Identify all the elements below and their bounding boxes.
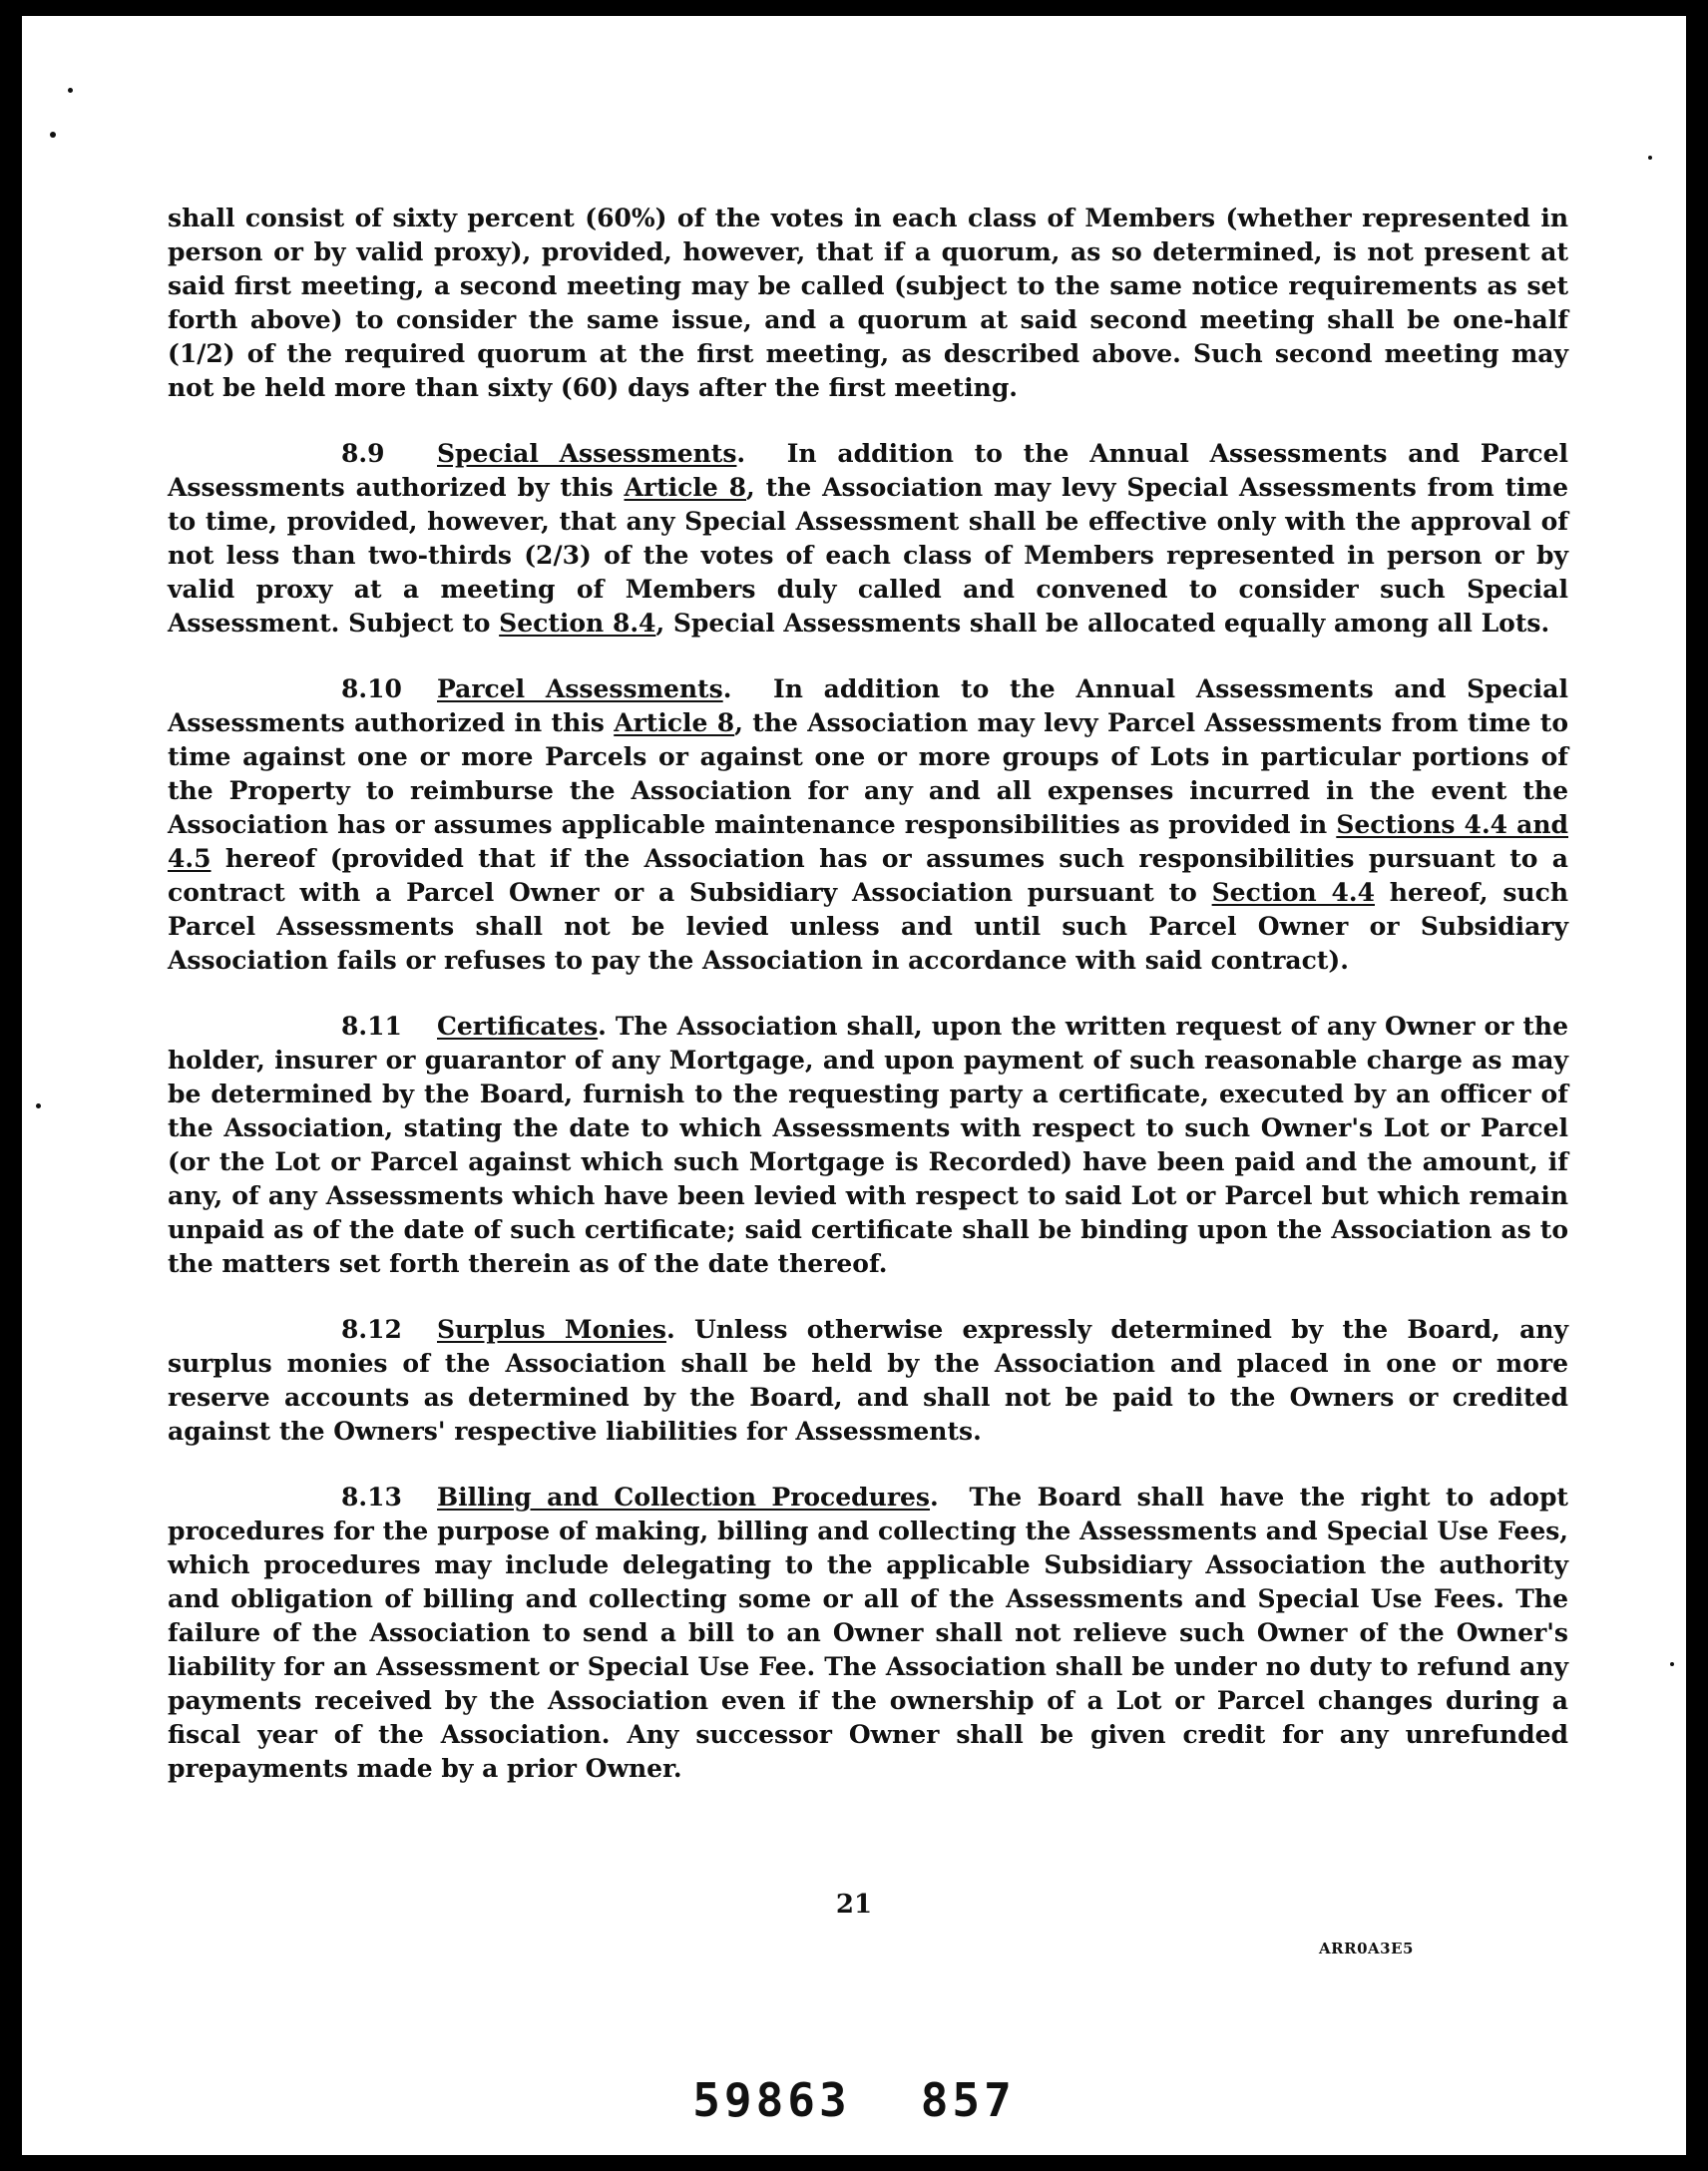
cross-reference: Section 8.4 bbox=[499, 609, 656, 638]
scan-speck bbox=[68, 88, 73, 93]
section-8-9: 8.9 Special Assessments. In addition to the Annual Assessments and Parcel Assessments authorized by this Article 8, the Association may levy Special Assessments from time to time, provided, however, that any Special Assessment shall be effective only with the approval of not less than two-thirds (2/3) of the votes of each class of Members represented in person or by valid proxy at a meeting of Members duly called and convened to consider such Special Assessment. Subject to Section 8.4, Special Assessments shall be allocated equally among all Lots. bbox=[168, 439, 1568, 638]
section-text: In addition to the Annual Assessments and Special Assessments authorized in this bbox=[168, 674, 1568, 737]
scan-speck bbox=[1670, 1662, 1674, 1666]
cross-reference: Article 8 bbox=[614, 708, 735, 737]
section-text: The Association shall, upon the written request of any Owner or the holder, insurer or guarantor of any Mortgage, and upon payment of such reasonable charge as may be determined by the Board, furnish to the requesting party a certificate, executed by an officer of the Association, stating the date to which Assessments with respect to such Owner's Lot or Parcel (or the Lot or Parcel against which such Mortgage is Recorded) have been paid and the amount, if any, of any Assessments which have been levied with respect to said Lot or Parcel but which remain unpaid as of the date of such certificate; said certificate shall be binding upon the Association as to the matters set forth therein as of the date thereof. bbox=[168, 1012, 1568, 1278]
bates-right: 857 bbox=[920, 2073, 1016, 2127]
section-heading: Billing and Collection Procedures bbox=[437, 1483, 930, 1512]
section-heading: Parcel Assessments bbox=[437, 674, 723, 703]
section-text: , Special Assessments shall be allocated equally among all Lots. bbox=[655, 609, 1550, 638]
section-heading: Surplus Monies bbox=[437, 1315, 666, 1344]
bates-left: 59863 bbox=[692, 2073, 851, 2127]
section-heading: Certificates bbox=[437, 1012, 599, 1041]
section-8-11: 8.11 Certificates. The Association shall, upon the written request of any Owner or the holder, insurer or guarantor of any Mortgage, and upon payment of such reasonable charge as may be determined by the Board, furnish to the requesting party a certificate, executed by an officer of the Association, stating the date to which Assessments with respect to such Owner's Lot or Parcel (or the Lot or Parcel against which such Mortgage is Recorded) have been paid and the amount, if any, of any Assessments which have been levied with respect to said Lot or Parcel but which remain unpaid as of the date of such certificate; said certificate shall be binding upon the Association as to the matters set forth therein as of the date thereof. bbox=[168, 1012, 1568, 1278]
section-number: 8.11 bbox=[341, 1012, 402, 1041]
section-8-13: 8.13 Billing and Collection Procedures. The Board shall have the right to adopt procedures for the purpose of making, billing and collecting the Assessments and Special Use Fees, which procedures may include delegating to the applicable Subsidiary Association the authority and obligation of billing and collecting some or all of the Assessments and Special Use Fees. The failure of the Association to send a bill to an Owner shall not relieve such Owner of the Owner's liability for an Assessment or Special Use Fee. The Association shall be under no duty to refund any payments received by the Association even if the ownership of a Lot or Parcel changes during a fiscal year of the Association. Any successor Owner shall be given credit for any unrefunded prepayments made by a prior Owner. bbox=[168, 1483, 1568, 1783]
cross-reference: Sections 4.4 and 4.5 bbox=[168, 810, 1568, 873]
section-text: The Board shall have the right to adopt procedures for the purpose of making, billing and collecting the Assessments and Special Use Fees, which procedures may include delegating to the applicable Subsidiary Association the authority and obligation of billing and collecting some or all of the Assessments and Special Use Fees. The failure of the Association to send a bill to an Owner shall not relieve such Owner of the Owner's liability for an Assessment or Special Use Fee. The Association shall be under no duty to refund any payments received by the Association even if the ownership of a Lot or Parcel changes during a fiscal year of the Association. Any successor Owner shall be given credit for any unrefunded prepayments made by a prior Owner. bbox=[168, 1483, 1568, 1783]
document-code: ARR0A3E5 bbox=[1319, 1940, 1414, 1957]
scan-speck bbox=[36, 1103, 41, 1108]
body-text bbox=[168, 202, 1568, 1818]
section-number: 8.13 bbox=[341, 1483, 402, 1512]
continuation-paragraph: shall consist of sixty percent (60%) of the votes in each class of Members (whether represented in person or by valid proxy), provided, however, that if a quorum, as so determined, is not present at said first meeting, a second meeting may be called (subject to the same notice requirements as set forth above) to consider the same issue, and a quorum at said second meeting shall be one-half (1/2) of the required quorum at the first meeting, as described above. Such second meeting may not be held more than sixty (60) days after the first meeting. bbox=[168, 204, 1568, 402]
section-text: , the Association may levy Parcel Assessments from time to time against one or more Parcels or against one or more groups of Lots in particular portions of the Property to reimburse the Association for any and all expenses incurred in the event the Association has or assumes applicable maintenance responsibilities as provided in bbox=[168, 708, 1568, 839]
section-8-10: 8.10 Parcel Assessments. In addition to the Annual Assessments and Special Assessments authorized in this Article 8, the Association may levy Parcel Assessments from time to time against one or more Parcels or against one or more groups of Lots in particular portions of the Property to reimburse the Association for any and all expenses incurred in the event the Association has or assumes applicable maintenance responsibilities as provided in Sections 4.4 and 4.5 hereof (provided that if the Association has or assumes such responsibilities pursuant to a contract with a Parcel Owner or a Subsidiary Association pursuant to Section 4.4 hereof, such Parcel Assessments shall not be levied unless and until such Parcel Owner or Subsidiary Association fails or refuses to pay the Association in accordance with said contract). bbox=[168, 674, 1568, 975]
section-number: 8.12 bbox=[341, 1315, 402, 1344]
section-number: 8.10 bbox=[341, 674, 402, 703]
section-text: hereof, such Parcel Assessments shall not be levied unless and until such Parcel Owner or Subsidiary Association fails or refuses to pay the Association in accordance with said contract). bbox=[168, 878, 1568, 975]
section-heading: Special Assessments bbox=[437, 439, 737, 468]
section-text: hereof (provided that if the Association has or assumes such responsibilities pursuant to a contract with a Parcel Owner or a Subsidiary Association pursuant to bbox=[168, 844, 1568, 907]
page-number: 21 bbox=[835, 1890, 873, 1920]
cross-reference: Section 4.4 bbox=[1211, 878, 1375, 907]
section-text: In addition to the Annual Assessments and Parcel Assessments authorized by this bbox=[168, 439, 1568, 502]
section-text: , the Association may levy Special Assessments from time to time, provided, however, that any Special Assessment shall be effective only with the approval of not less than two-thirds (2/3) of the votes of each class of Members represented in person or by valid proxy at a meeting of Members duly called and convened to consider such Special Assessment. Subject to bbox=[168, 473, 1568, 638]
scan-speck bbox=[50, 132, 56, 138]
scan-speck bbox=[1648, 156, 1652, 160]
section-text: Unless otherwise expressly determined by the Board, any surplus monies of the Association shall be held by the Association and placed in one or more reserve accounts as determined by the Board, and shall not be paid to the Owners or credited against the Owners' respective liabilities for Assessments. bbox=[168, 1315, 1568, 1446]
cross-reference: Article 8 bbox=[624, 473, 747, 502]
document-page bbox=[22, 16, 1686, 2155]
section-8-12: 8.12 Surplus Monies. Unless otherwise expressly determined by the Board, any surplus monies of the Association shall be held by the Association and placed in one or more reserve accounts as determined by the Board, and shall not be paid to the Owners or credited against the Owners' respective liabilities for Assessments. bbox=[168, 1315, 1568, 1446]
bates-number bbox=[22, 2073, 1686, 2127]
section-number: 8.9 bbox=[341, 439, 385, 468]
